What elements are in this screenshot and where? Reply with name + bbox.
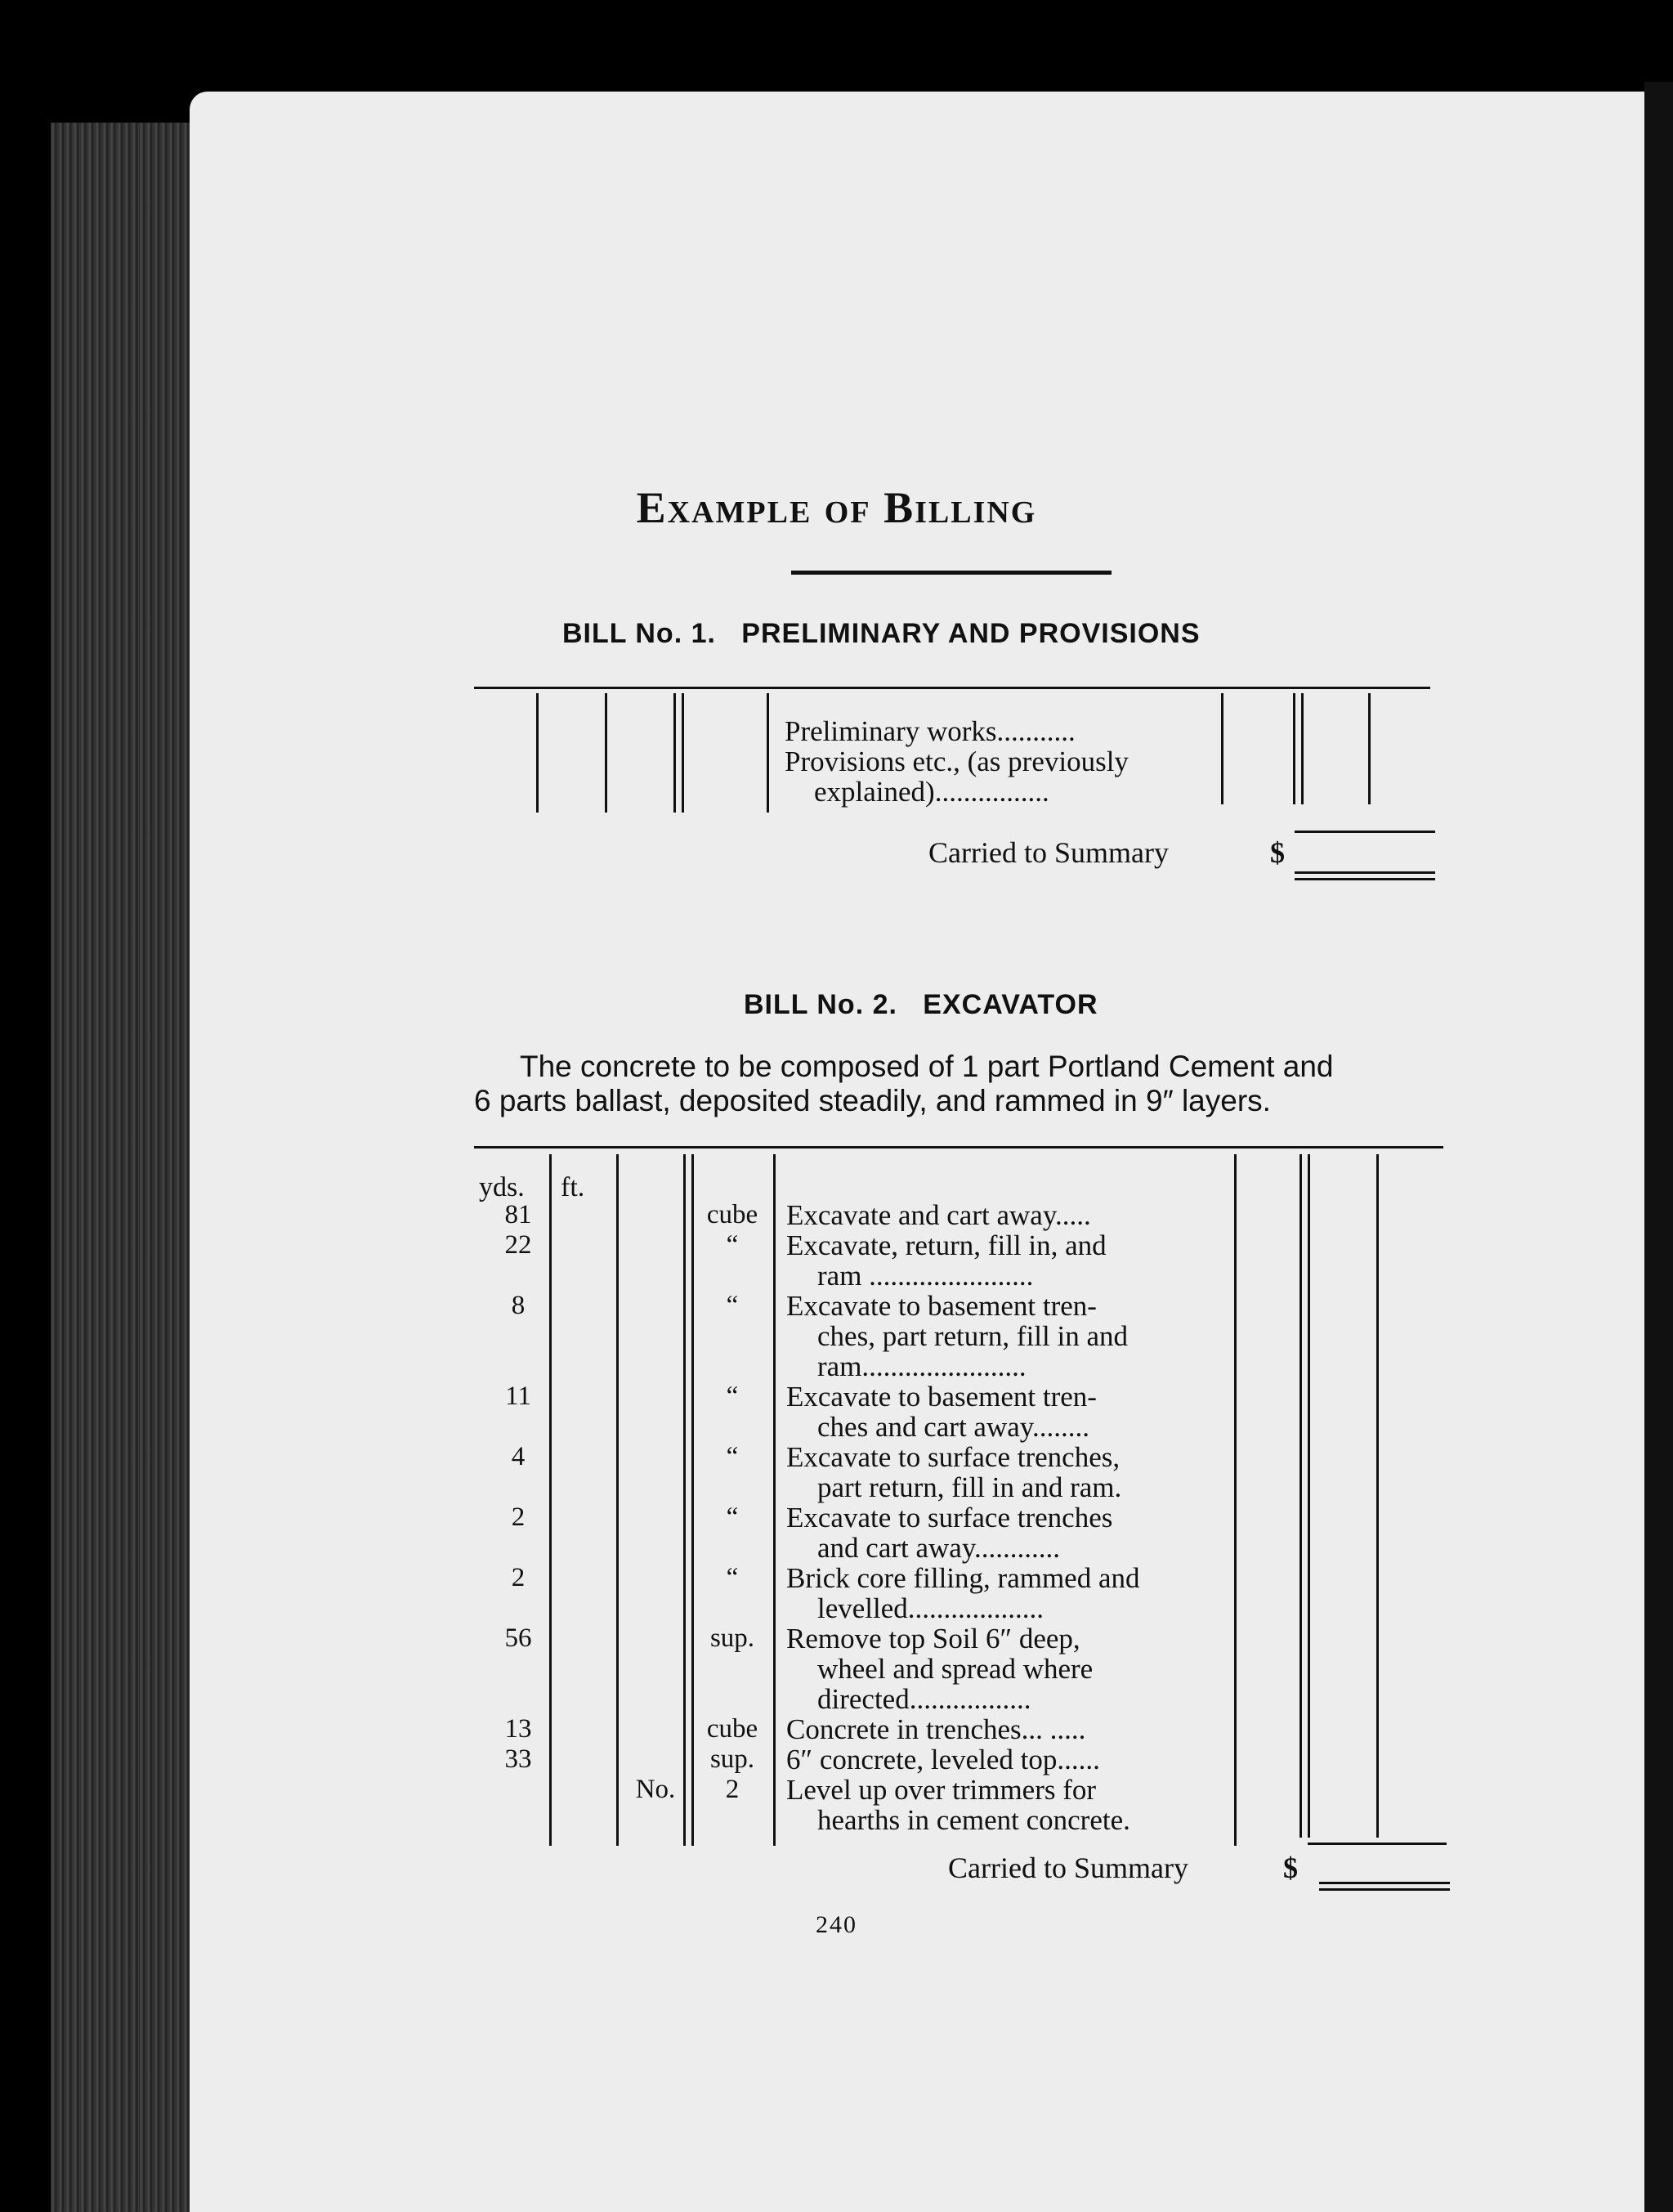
item-unit: cube bbox=[706, 1714, 758, 1744]
bill2-dollar-sign: $ bbox=[1283, 1852, 1298, 1884]
bill1-col-line bbox=[1293, 693, 1295, 804]
bill1-dollar-sign: $ bbox=[1270, 836, 1285, 869]
item-description: Concrete in trenches... ..... bbox=[786, 1713, 1086, 1745]
item-unit: “ bbox=[726, 1563, 739, 1592]
item-quantity: 4 bbox=[511, 1442, 526, 1471]
bill1-heading: BILL No. 1. PRELIMINARY AND PROVISIONS bbox=[562, 618, 1201, 649]
bill2-intro-line2: 6 parts ballast, deposited steadily, and rammed in 9″ layers. bbox=[474, 1084, 1271, 1117]
bill2-col-line bbox=[1234, 1154, 1237, 1846]
bill1-line: Provisions etc., (as previously bbox=[785, 746, 1129, 777]
item-description: Excavate to surface trenches, bbox=[786, 1441, 1121, 1473]
page-number: 240 bbox=[816, 1911, 857, 1938]
bill2-sum-rule bbox=[1319, 1882, 1450, 1884]
item-no-label: No. bbox=[635, 1775, 676, 1804]
column-header-ft: ft. bbox=[561, 1172, 585, 1202]
bill2-col-line bbox=[1308, 1154, 1310, 1838]
bill2-col-line bbox=[616, 1154, 619, 1846]
bill1-col-line bbox=[536, 693, 539, 813]
bill2-top-rule bbox=[474, 1146, 1443, 1149]
item-quantity: 2 bbox=[511, 1502, 526, 1532]
item-description: Level up over trimmers for bbox=[786, 1774, 1097, 1806]
item-description: wheel and spread where bbox=[817, 1653, 1094, 1685]
bill1-sum-rule bbox=[1295, 871, 1435, 874]
item-description: directed................. bbox=[817, 1683, 1031, 1715]
item-unit: sup. bbox=[709, 1623, 755, 1653]
item-description: ches, part return, fill in and bbox=[817, 1320, 1129, 1352]
item-quantity: 56 bbox=[504, 1623, 532, 1653]
item-description: hearths in cement concrete. bbox=[817, 1804, 1130, 1836]
bill2-intro-line1: The concrete to be composed of 1 part Portland Cement and bbox=[520, 1050, 1334, 1083]
item-description: Excavate, return, fill in, and bbox=[786, 1229, 1107, 1261]
item-quantity: 8 bbox=[511, 1291, 526, 1320]
item-quantity: 33 bbox=[504, 1744, 532, 1774]
bill1-top-rule bbox=[474, 687, 1430, 689]
bill1-sum-rule bbox=[1295, 831, 1435, 833]
column-header-yds: yds. bbox=[479, 1172, 525, 1202]
bill1-line: Preliminary works........... bbox=[785, 715, 1076, 747]
bill1-col-line bbox=[605, 693, 607, 813]
bill2-sum-rule bbox=[1319, 1888, 1450, 1891]
bill1-col-line bbox=[1301, 693, 1304, 804]
item-description: Remove top Soil 6″ deep, bbox=[786, 1623, 1080, 1655]
item-quantity: 2 bbox=[511, 1563, 526, 1592]
item-unit: sup. bbox=[709, 1744, 755, 1774]
bill1-line: explained)................ bbox=[814, 776, 1049, 808]
bill1-col-line bbox=[767, 693, 769, 813]
item-description: levelled................... bbox=[817, 1592, 1045, 1624]
item-description: Excavate to surface trenches bbox=[786, 1502, 1113, 1534]
bill2-carried-to-summary: Carried to Summary bbox=[948, 1852, 1188, 1884]
item-description: Excavate and cart away..... bbox=[786, 1199, 1091, 1231]
item-description: Excavate to basement tren- bbox=[786, 1290, 1097, 1322]
item-unit: “ bbox=[726, 1381, 739, 1411]
bill1-col-line bbox=[673, 693, 676, 813]
item-description: and cart away............ bbox=[817, 1532, 1061, 1564]
item-description: Excavate to basement tren- bbox=[786, 1381, 1097, 1413]
book-page bbox=[190, 92, 1644, 2212]
item-unit: “ bbox=[726, 1502, 739, 1532]
item-quantity: 13 bbox=[504, 1714, 532, 1744]
bill2-col-line bbox=[1376, 1154, 1379, 1838]
bill2-sum-rule bbox=[1308, 1843, 1447, 1845]
item-unit: “ bbox=[726, 1291, 739, 1320]
bill1-sum-rule bbox=[1295, 878, 1435, 880]
item-unit: “ bbox=[726, 1442, 739, 1471]
item-unit: cube bbox=[706, 1200, 758, 1229]
book-page-edge bbox=[51, 123, 196, 2212]
page-shadow bbox=[1644, 82, 1673, 2212]
bill2-heading: BILL No. 2. EXCAVATOR bbox=[744, 989, 1098, 1020]
bill2-col-line bbox=[1299, 1154, 1302, 1838]
item-quantity: 11 bbox=[505, 1381, 531, 1411]
bill1-carried-to-summary: Carried to Summary bbox=[928, 836, 1169, 869]
item-description: Brick core filling, rammed and bbox=[786, 1562, 1140, 1594]
item-description: 6″ concrete, leveled top...... bbox=[786, 1744, 1100, 1775]
item-description: ches and cart away........ bbox=[817, 1411, 1089, 1443]
item-description: part return, fill in and ram. bbox=[817, 1471, 1122, 1503]
title-rule bbox=[791, 571, 1112, 575]
item-quantity: 81 bbox=[504, 1200, 532, 1229]
bill1-col-line bbox=[1221, 693, 1223, 804]
item-description: ram ....................... bbox=[817, 1260, 1034, 1292]
item-quantity: 22 bbox=[504, 1230, 532, 1260]
bill2-col-line bbox=[683, 1154, 686, 1846]
item-unit: “ bbox=[726, 1230, 739, 1260]
bill1-col-line bbox=[1368, 693, 1371, 804]
bill2-col-line bbox=[773, 1154, 776, 1846]
bill1-col-line bbox=[682, 693, 684, 813]
item-description: ram....................... bbox=[817, 1350, 1027, 1382]
item-unit: 2 bbox=[725, 1775, 740, 1804]
page-title: Example of Billing bbox=[636, 483, 1037, 532]
